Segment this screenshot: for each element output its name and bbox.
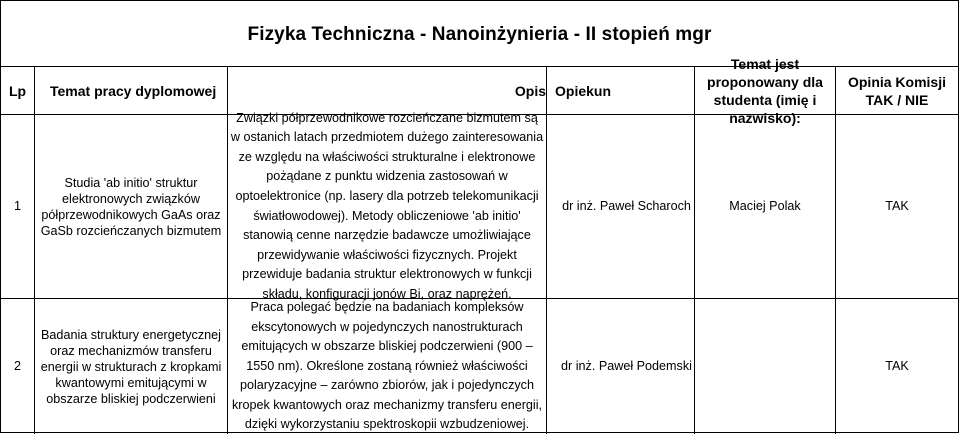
row-2-temat: Badania struktury energetycznej oraz mechanizmów transferu energii w strukturach z kropkami kwantowymi emitującymi w obszarze bliskiej podczerwieni xyxy=(35,299,228,434)
row-2-opis: Praca polegać będzie na badaniach kompleksów ekscytonowych w pojedynczych nanostrukturach emitujących w obszarze bliskiej podczerwieni (900 – 1550 nm). Określone zostaną również właściwości polaryzacyjne – zarówno zbiorów, jak i pojedynczych kropek kwantowych oraz mechanizmy transferu energii, dzięki wykorzystaniu spektroskopii wzbudzeniowej. xyxy=(228,299,547,434)
row-1-opis: Związki półprzewodnikowe rozcieńczane bizmutem są w ostanich latach przedmiotem dużego zainteresowania ze względu na właściwości strukturalne i elektronowe pożądane z punktu widzenia zastosowań w optoelektronice (np. lasery dla potrzeb telekomunikacji światłowodowej). Metody obliczeniowe 'ab initio' stanowią cenne narzędzie badawcze umożliwiające przewidywanie właściwości fizycznych. Projekt przewiduje badania struktur elektronowych w funkcji składu, konfiguracji jonów Bi, oraz naprężeń. xyxy=(228,115,547,299)
row-2-student xyxy=(695,299,836,434)
header-student: Temat jest proponowany dla studenta (imię i nazwisko): xyxy=(695,67,836,115)
row-1-student: Maciej Polak xyxy=(695,115,836,299)
page-title: Fizyka Techniczna - Nanoinżynieria - II stopień mgr xyxy=(247,23,712,45)
thesis-table xyxy=(1,55,958,434)
row-1-opinia: TAK xyxy=(836,115,958,299)
row-1-temat: Studia 'ab initio' struktur elektronowych związków półprzewodnikowych GaAs oraz GaSb rozcieńczanych bizmutem xyxy=(35,115,228,299)
row-1-lp: 1 xyxy=(1,115,35,299)
header-opis: Opis xyxy=(228,67,547,115)
row-2-opiekun: dr inż. Paweł Podemski xyxy=(547,299,695,434)
row-1-opiekun: dr inż. Paweł Scharoch xyxy=(547,115,695,299)
header-lp: Lp xyxy=(1,67,35,115)
header-opinia: Opinia Komisji TAK / NIE xyxy=(836,67,958,115)
header-temat: Temat pracy dyplomowej xyxy=(35,67,228,115)
row-2-lp: 2 xyxy=(1,299,35,434)
row-2-opinia: TAK xyxy=(885,359,909,373)
header-opiekun: Opiekun xyxy=(547,67,695,115)
